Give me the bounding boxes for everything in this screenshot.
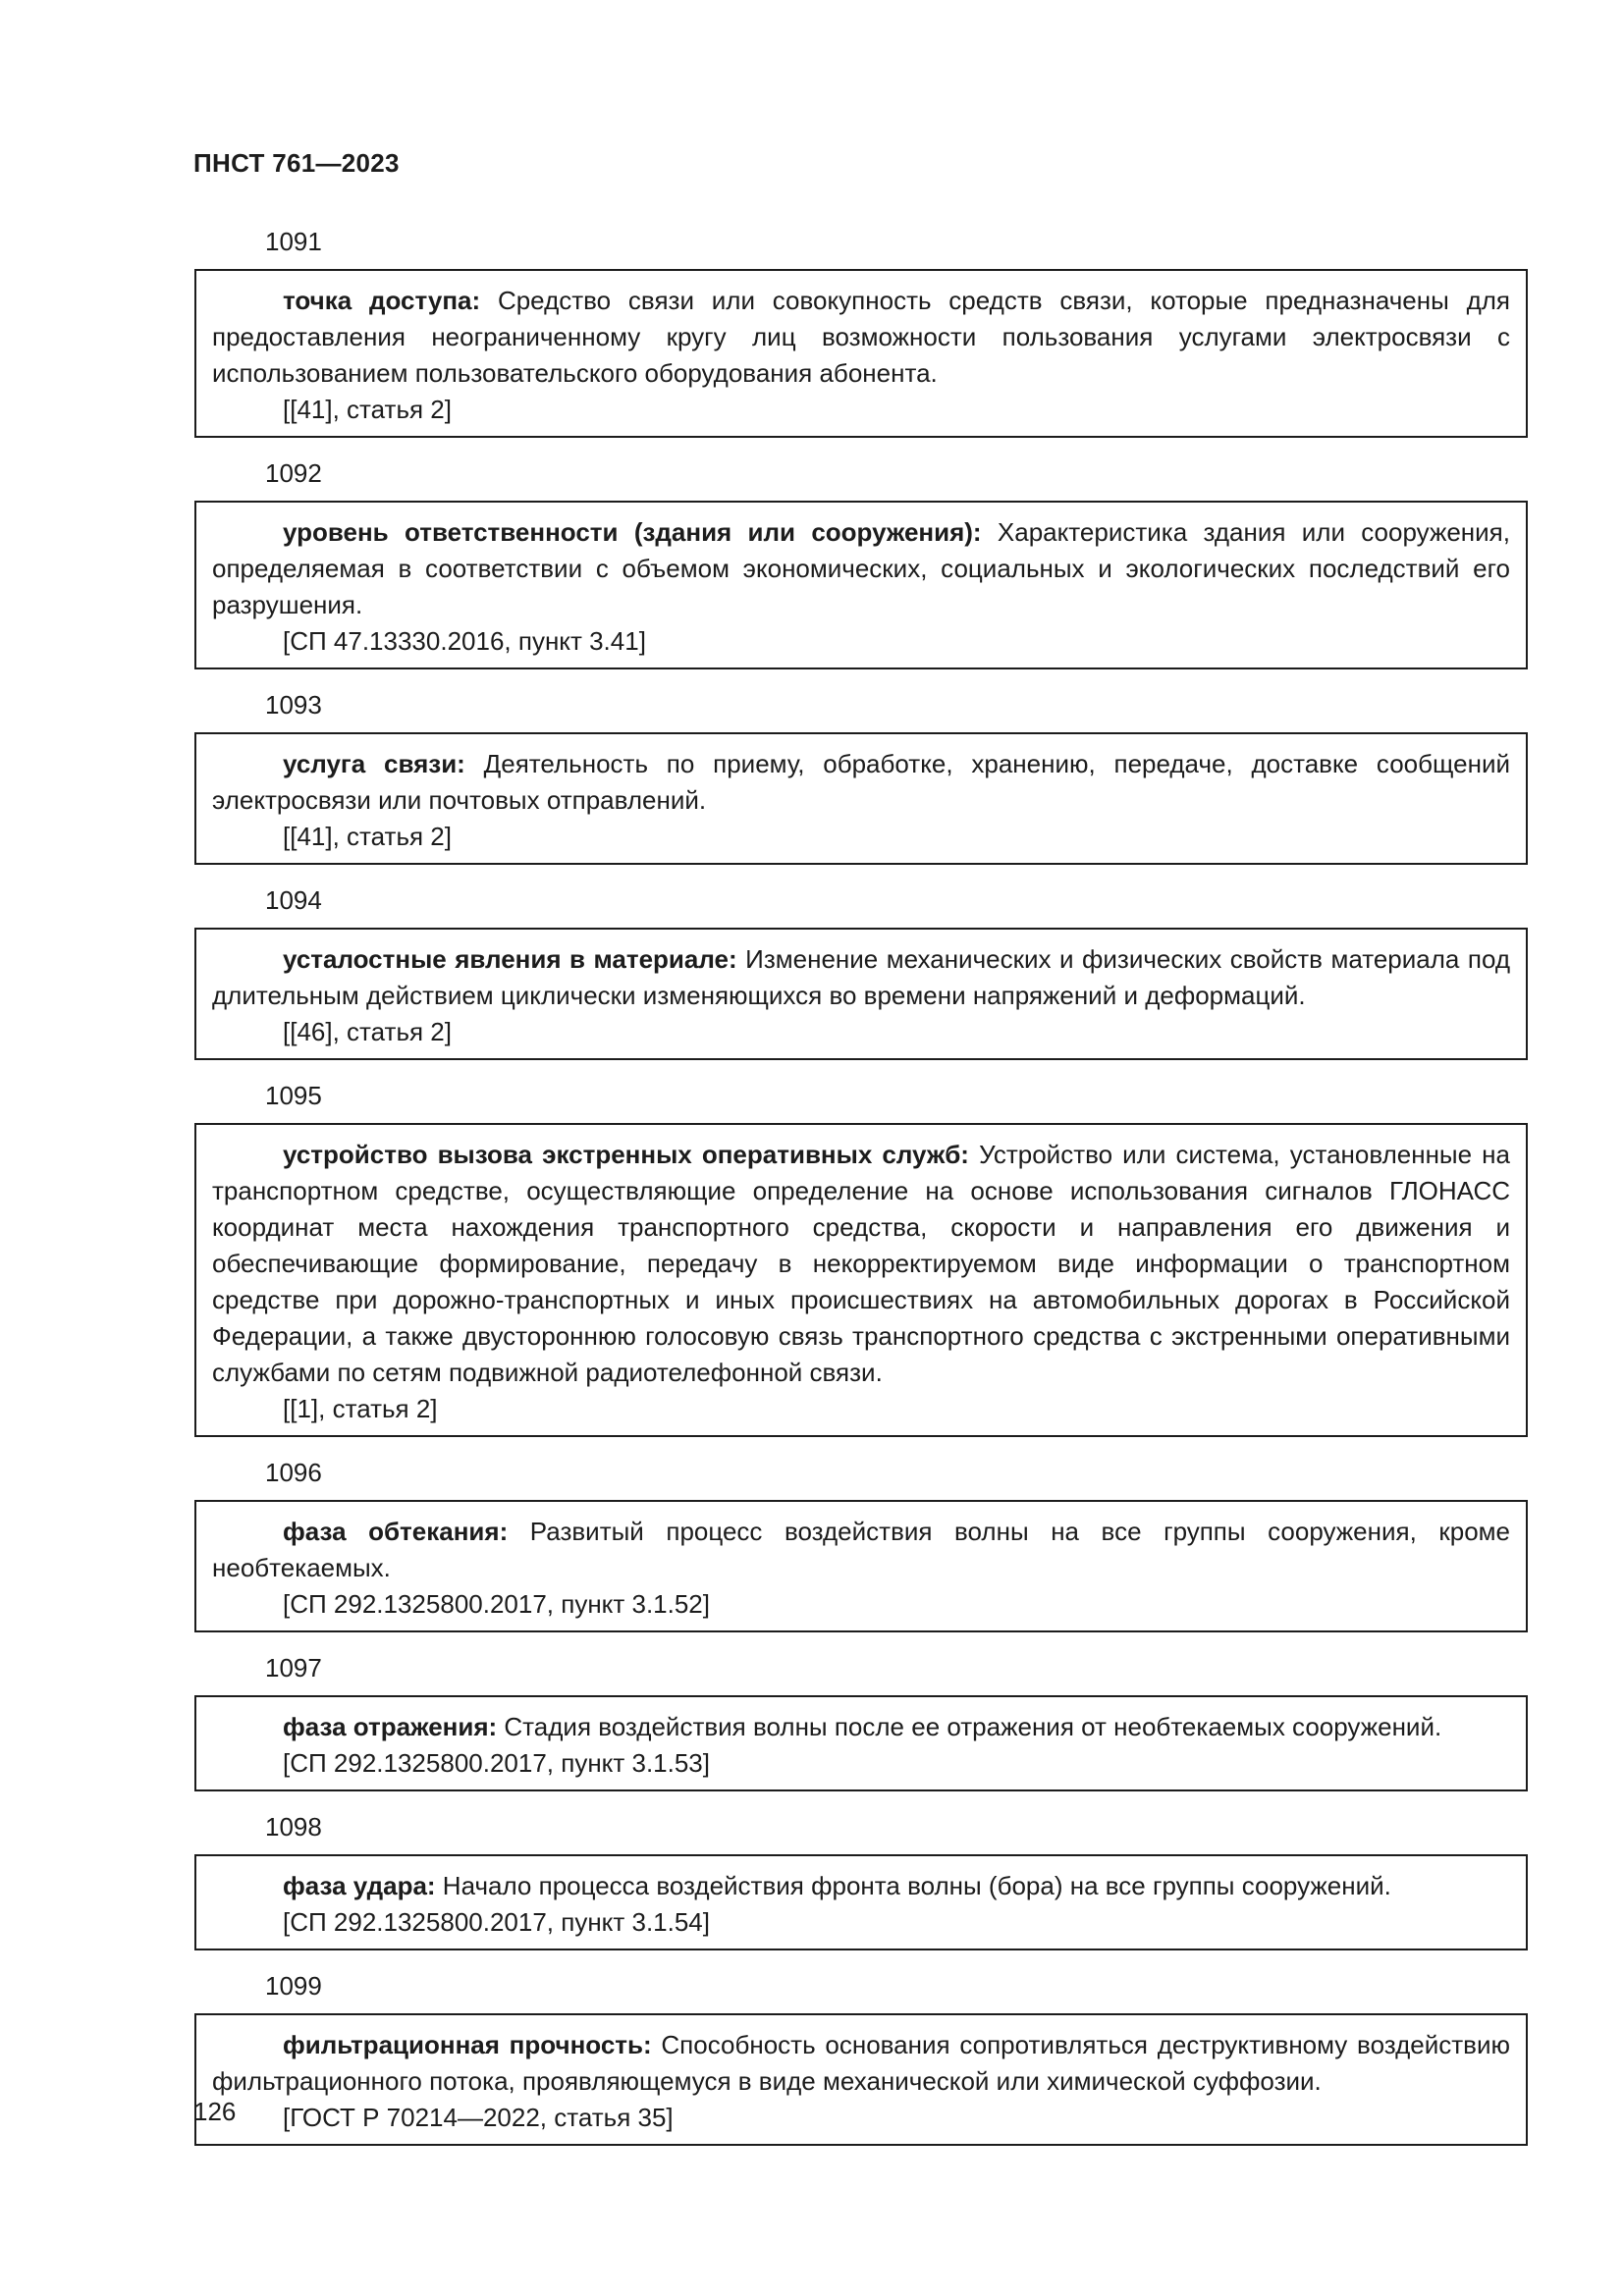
entry-source: [[1], статья 2] <box>283 1394 438 1423</box>
entry-definition-text: Начало процесса воздействия фронта волны (бора) на все группы сооружений. <box>435 1871 1391 1900</box>
entry-definition-text: Устройство или система, установленные на транспортном средстве, осуществляющие определение на основе использования сигналов ГЛОНАСС координат места нахождения транспортного средства, скорости и направления его движения и обеспечивающие формирование, передачу в некорректируемом виде информации о транспортном средстве при дорожно-транспортных и иных происшествиях на автомобильных дорогах в Российской Федерации, а также двустороннюю голосовую связь транспортного средства с экстренными оперативными службами по сетям подвижной радиотелефонной связи. <box>212 1140 1510 1387</box>
entry-number: 1092 <box>265 458 322 488</box>
entry-number: 1097 <box>265 1653 322 1682</box>
term-entry <box>194 1809 1528 1950</box>
entry-term: точка доступа: <box>283 286 481 315</box>
entry-source: [СП 292.1325800.2017, пункт 3.1.53] <box>283 1748 710 1778</box>
term-entry <box>194 1650 1528 1791</box>
entry-term: уровень ответственности (здания или сооружения): <box>283 517 982 547</box>
entry-term: фаза обтекания: <box>283 1517 509 1546</box>
entry-box <box>194 2013 1528 2146</box>
entry-definition-text: Характеристика здания или сооружения, определяемая в соответствии с объемом экономических, социальных и экологических последствий его разрушения. <box>212 517 1510 619</box>
entry-number: 1095 <box>265 1081 322 1110</box>
entry-box <box>194 501 1528 669</box>
entry-number: 1096 <box>265 1458 322 1487</box>
entry-definition-text: Стадия воздействия волны после ее отражения от необтекаемых сооружений. <box>497 1712 1442 1741</box>
entry-number: 1094 <box>265 885 322 915</box>
entry-source: [СП 292.1325800.2017, пункт 3.1.52] <box>283 1589 710 1619</box>
entry-source: [[41], статья 2] <box>283 395 452 424</box>
term-entries <box>194 224 1528 2163</box>
entry-definition <box>212 746 1510 819</box>
term-entry <box>194 455 1528 669</box>
entry-source: [СП 292.1325800.2017, пункт 3.1.54] <box>283 1907 710 1937</box>
entry-term: устройство вызова экстренных оперативных служб: <box>283 1140 969 1169</box>
term-entry <box>194 687 1528 865</box>
entry-box <box>194 1695 1528 1791</box>
entry-term: фаза удара: <box>283 1871 436 1900</box>
entry-term: фильтрационная прочность: <box>283 2030 652 2059</box>
entry-definition-text: Способность основания сопротивляться деструктивному воздействию фильтрационного потока, проявляющемуся в виде механической или химической суффозии. <box>212 2030 1510 2096</box>
entry-definition <box>212 1514 1510 1586</box>
entry-source: [ГОСТ Р 70214—2022, статья 35] <box>283 2103 674 2132</box>
term-entry <box>194 1455 1528 1632</box>
entry-term: усталостные явления в материале: <box>283 944 737 974</box>
entry-number: 1099 <box>265 1971 322 2001</box>
entry-box <box>194 732 1528 865</box>
term-entry <box>194 224 1528 438</box>
entry-definition-text: Деятельность по приему, обработке, хранению, передаче, доставке сообщений электросвязи или почтовых отправлений. <box>212 749 1510 815</box>
entry-source: [[41], статья 2] <box>283 822 452 851</box>
entry-definition <box>212 2027 1510 2100</box>
term-entry <box>194 1968 1528 2146</box>
entry-term: услуга связи: <box>283 749 465 778</box>
page-number: 126 <box>193 2097 237 2126</box>
entry-box <box>194 1854 1528 1950</box>
entry-box <box>194 269 1528 438</box>
entry-definition <box>212 1709 1510 1745</box>
term-entry <box>194 1078 1528 1437</box>
entry-definition-text: Развитый процесс воздействия волны на все группы сооружения, кроме необтекаемых. <box>212 1517 1511 1582</box>
entry-box <box>194 1123 1528 1437</box>
entry-number: 1093 <box>265 690 322 720</box>
entry-definition <box>212 1868 1510 1904</box>
entry-definition-text: Средство связи или совокупность средств связи, которые предназначены для предоставления неограниченному кругу лиц возможности пользования услугами электросвязи с использованием пользовательского оборудования абонента. <box>212 286 1510 388</box>
entry-definition <box>212 283 1510 392</box>
entry-definition <box>212 941 1510 1014</box>
entry-source: [[46], статья 2] <box>283 1017 452 1046</box>
entry-box <box>194 1500 1528 1632</box>
entry-definition <box>212 514 1510 623</box>
entry-definition <box>212 1137 1510 1391</box>
term-entry <box>194 882 1528 1060</box>
entry-definition-text: Изменение механических и физических свойств материала под длительным действием циклически изменяющихся во времени напряжений и деформаций. <box>212 944 1511 1010</box>
entry-term: фаза отражения: <box>283 1712 498 1741</box>
entry-source: [СП 47.13330.2016, пункт 3.41] <box>283 626 646 656</box>
entry-number: 1091 <box>265 227 322 256</box>
document-header: ПНСТ 761—2023 <box>193 148 400 178</box>
entry-number: 1098 <box>265 1812 322 1842</box>
entry-box <box>194 928 1528 1060</box>
